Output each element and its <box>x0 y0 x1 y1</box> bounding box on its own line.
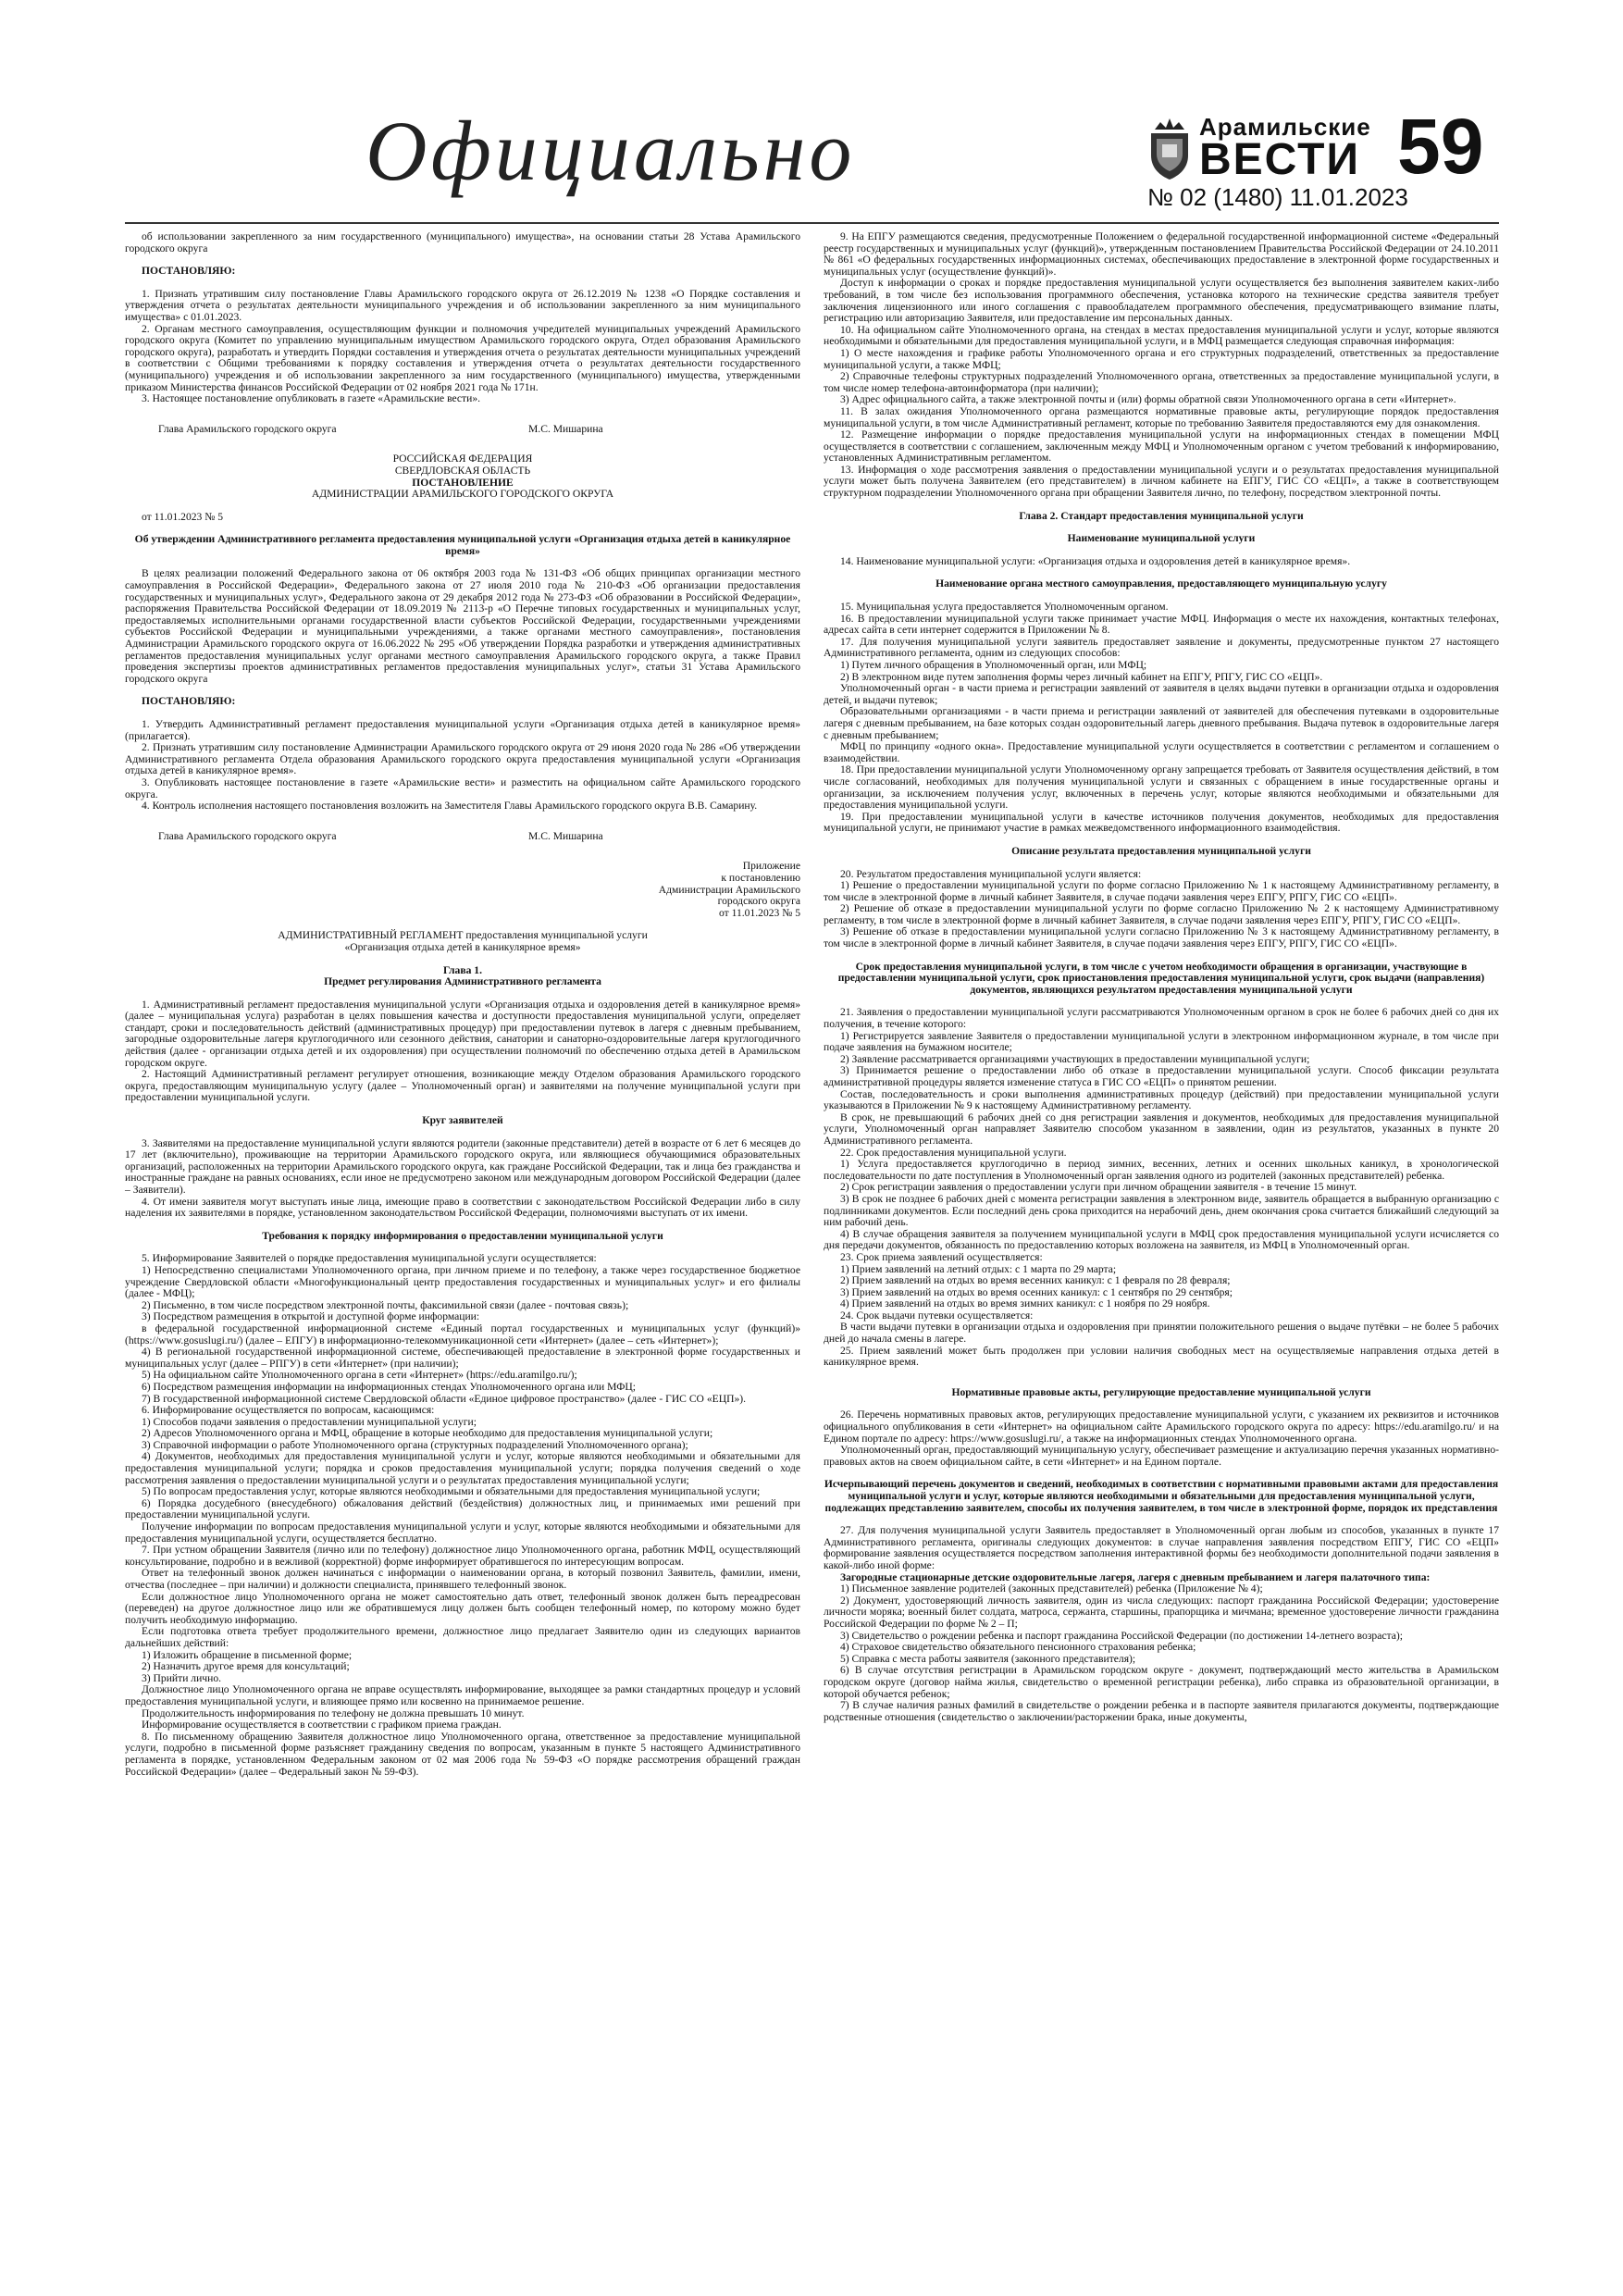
spacer <box>824 858 1499 869</box>
paragraph: Продолжительность информирования по телефону не должна превышать 10 минут. <box>142 1706 525 1719</box>
signature-name: М.С. Мишарина <box>528 829 603 842</box>
paragraph: 3) Свидетельство о рождении ребенка и паспорт гражданина Российской Федерации (по достижении 14-летнего возраста); <box>840 1629 1403 1642</box>
page-header <box>0 0 1623 222</box>
paragraph: 1) Способов подачи заявления о предоставлении муниципальной услуги; <box>142 1415 477 1428</box>
heading: Глава 1. <box>442 963 483 976</box>
paragraph: 3) В срок не позднее 6 рабочих дней с момента регистрации заявления в электронном виде, заявитель обращается в выбранную организацию с подлинниками документов. Если последний день срока приходится на нерабочий день, днем окончания срока считается ближайший следующий за ним рабочий день. <box>824 1192 1499 1229</box>
section-title: Официально <box>365 104 856 198</box>
spacer <box>824 1369 1499 1387</box>
appendix-line: Администрации Арамильского <box>658 883 800 896</box>
paragraph: 4. От имени заявителя могут выступать иные лица, имеющие право в соответствии с законодательством Российской Федерации либо в силу наделения их заявителями в порядке, установленном законодательством Российской Федерации, полномочиями выступать от их имени. <box>125 1195 800 1220</box>
paragraph: Должностное лицо Уполномоченного органа не вправе осуществлять информирование, выходящее за рамки стандартных процедур и условий предоставления муниципальной услуги, и влияющее прямо или косвенно на принимаемое решение. <box>125 1683 800 1707</box>
paragraph: Доступ к информации о сроках и порядке предоставления муниципальной услуги осуществляется без выполнения заявителем каких-либо требований, в том числе без использования программного обеспечения, установка которого на технические средства заявителя требует заключения лицензионного или иного соглашения с правообладателем программного обеспечения, предусматривающего взимание платы, регистрацию или авторизацию Заявителя, или предоставление им персональных данных. <box>824 277 1499 325</box>
paragraph: 20. Результатом предоставления муниципальной услуги является: <box>840 867 1142 880</box>
spacer <box>824 500 1499 511</box>
paragraph: 2) Срок регистрации заявления о предоставлении услуги при личном обращении заявителя - в течение 15 минут. <box>840 1181 1357 1194</box>
paragraph: 6) В случае отсутствия регистрации в Арамильском городском округе - документ, подтверждающий место жительства в Арамильском городском округе (договор найма жилья, свидетельство о временной регистрации ребенка), либо справка из образовательной организации, в которой обучается ребенок; <box>824 1664 1499 1700</box>
paragraph: 1. Административный регламент предоставления муниципальной услуги «Организация отдыха и оздоровления детей в каникулярное время» (далее – муниципальная услуга) разработан в целях повышения качества и доступности предоставления муниципальной услуги, определяет стандарт, сроки и последовательность действий (административных процедур) при предоставлении путевок в лагеря с дневным пребыванием, загородные оздоровительные лагеря круглогодичного или сезонного действия, санатории и санаторно-оздоровительные лагеря круглогодичного действия (далее - организации отдыха детей и их оздоровления) при осуществлении полномочий по обеспечению отдыха детей в Арамильском городском округе. <box>125 998 800 1069</box>
paragraph: В срок, не превышающий 6 рабочих дней со дня регистрации заявления и документов, необходимых для предоставления муниципальной услуги, Уполномоченный орган направляет Заявителю способом указанном в заявлении, один из результатов, указанных в пункте 20 Административного регламента. <box>824 1111 1499 1147</box>
paragraph: в федеральной государственной информационной системе «Единый портал государственных и муниципальных услуг (функций)» (https://www.gosuslugi.ru/) (далее – ЕПГУ) в информационно-телекоммуникационной сети «Интернет» (далее – сеть «Интернет»); <box>125 1322 800 1347</box>
paragraph: 2. Признать утратившим силу постановление Администрации Арамильского городского округа от 29 июня 2020 года № 286 «Об утверждении Административного регламента Отдела образования Арамильского городского округа предоставления муниципальной услуги «Организация отдыха детей в каникулярное время». <box>125 741 800 777</box>
heading: Загородные стационарные детские оздоровительные лагеря, лагеря с дневным пребыванием и лагеря палаточного типа: <box>840 1570 1431 1583</box>
paragraph: 18. При предоставлении муниципальной услуги Уполномоченному органу запрещается требовать от Заявителя осуществления действий, в том числе согласований, необходимых для получения муниципальной услуги и связанных с обращением в иные государственные органы и организации, за исключением получения услуг, включенных в перечень услуг, которые являются необходимыми и обязательными для предоставления муниципальной услуги. <box>824 763 1499 812</box>
paragraph: 4) В региональной государственной информационной системе, обеспечивающей предоставление в электронной форме государственных и муниципальных услуг (далее – РПГУ) в сети «Интернет» (при наличии); <box>125 1346 800 1370</box>
spacer <box>125 435 800 453</box>
spacer <box>125 1220 800 1231</box>
header-divider <box>125 222 1499 224</box>
paragraph: 3) Принимается решение о предоставлении либо об отказе в предоставлении муниципальной услуги. Способ фиксации результата административной процедуры является изменение статуса в ГИС СО «ЕЦП» о принятом решении. <box>824 1064 1499 1088</box>
paragraph: В целях реализации положений Федерального закона от 06 октября 2003 года № 131-ФЗ «Об общих принципах организации местного самоуправления в Российской Федерации», Федерального закона от 27 июля 2010 года № 210-ФЗ «Об организации предоставления государственных и муниципальных услуг», Федерального закона от 29 декабря 2012 года № 273-ФЗ «Об образовании в Российской Федерации», распоряжения Правительства Российской Федерации от 18.09.2019 № 2113-р «О Перечне типовых государственных и муниципальных услуг, предоставляемых исполнительными органами государственной власти субъектов Российской Федерации, государственными учреждениями субъектов Российской Федерации и муниципальными учреждениями, а также органами местного самоуправления», постановления Администрации Арамильского городского округа от 16.06.2022 № 295 «Об утверждении Порядка разработки и утверждения административных регламентов предоставления муниципальных услуг органами местного самоуправления Арамильского городского округа, а также Правил проведения экспертизы проектов административных регламентов предоставления муниципальных услуг», статьи 31 Устава Арамильского городского округа <box>125 567 800 685</box>
paragraph: Ответ на телефонный звонок должен начинаться с информации о наименовании органа, в который позвонил Заявитель, фамилии, имени, отчества (последнее – при наличии) и должности специалиста, принявшего телефонный звонок. <box>125 1567 800 1591</box>
paragraph: 2. Настоящий Административный регламент регулирует отношения, возникающие между Отделом образования Арамильского городского округа, предоставляющим муниципальную услугу (далее – Уполномоченный орган) и заявителями на получение муниципальной услуги при предоставлении муниципальной услуги. <box>125 1068 800 1104</box>
spacer <box>125 501 800 512</box>
centered-line: СВЕРДЛОВСКАЯ ОБЛАСТЬ <box>394 464 531 477</box>
paragraph: 4) В случае обращения заявителя за получением муниципальной услуги в МФЦ срок предоставления муниципальной услуги исчисляется со дня передачи документов, обязанность по предоставлению которых возложена на заявителя, из МФЦ в Уполномоченный орган. <box>824 1227 1499 1252</box>
paragraph: 6) Посредством размещения информации на информационных стендах Уполномоченного органа или МФЦ; <box>142 1380 636 1393</box>
newspaper-brand <box>1147 113 1371 184</box>
paragraph: 22. Срок предоставления муниципальной услуги. <box>840 1146 1067 1159</box>
signature-name: М.С. Мишарина <box>528 422 603 435</box>
paragraph: 16. В предоставлении муниципальной услуги также принимает участие МФЦ. Информация о месте их нахождения, контактных телефонах, адресах сайта в сети интернет содержится в Приложении № 8. <box>824 612 1499 637</box>
paragraph: 3) Решение об отказе в предоставлении муниципальной услуги согласно Приложению № 3 к настоящему Административному регламенту, в том числе в электронной форме в личный кабинет Заявителя, в случае подачи заявления через ЕПГУ, РПГУ, ГИС СО «ЕЦП». <box>824 925 1499 950</box>
paragraph: 17. Для получения муниципальной услуги заявитель предоставляет заявление и документы, предусмотренные пунктом 27 настоящего Административного регламента, одним из следующих способов: <box>824 635 1499 660</box>
paragraph: 1) Прием заявлений на летний отдых: с 1 марта по 29 марта; <box>840 1262 1117 1275</box>
signature-line <box>125 831 800 843</box>
paragraph: 2. Органам местного самоуправления, осуществляющим функции и полномочия учредителей муниципальных учреждений Арамильского городского округа (Комитет по управлению муниципальным имуществом Арамильского городского округа, Отдел образования Арамильского городского округа), разработать и утвердить Порядки составления и утверждения отчета о результатах деятельности муниципальных учреждений в соответствии с Общими требованиями к порядку составления и утверждения отчета о результатах деятельности государственного (муниципального) учреждения и об использовании закрепленного за ним государственного (муниципального) имущества, утвержденными приказом Министерства финансов Российской Федерации от 02 ноября 2021 года № 171н. <box>125 322 800 393</box>
paragraph: 2) Письменно, в том числе посредством электронной почты, факсимильной связи (далее - почтовая связь); <box>142 1298 629 1311</box>
paragraph: 15. Муниципальная услуга предоставляется Уполномоченным органом. <box>840 601 1169 614</box>
paragraph: Состав, последовательность и сроки выполнения административных процедур (действий) при предоставлении муниципальной услуги указываются в Приложении № 9 к настоящему Административному регламенту. <box>824 1087 1499 1112</box>
paragraph: 2) Прием заявлений на отдых во время весенних каникул: с 1 февраля по 28 февраля; <box>840 1274 1231 1287</box>
paragraph: 4. Контроль исполнения настоящего постановления возложить на Заместителя Главы Арамильского городского округа В.В. Самарину. <box>142 800 758 813</box>
heading: Наименование муниципальной услуги <box>1067 532 1256 545</box>
paragraph: 1. Утвердить Административный регламент предоставления муниципальной услуги «Организация отдыха детей в каникулярное время» (прилагается). <box>125 718 800 742</box>
right-column <box>824 231 1499 1723</box>
paragraph: Уполномоченный орган, предоставляющий муниципальную услугу, обеспечивает размещение и актуализацию перечня указанных нормативно-правовых актов на своем официальном сайте, в сети «Интернет» и на Едином портале. <box>824 1444 1499 1468</box>
signature-title: Глава Арамильского городского округа <box>158 829 337 842</box>
paragraph: 5) На официальном сайте Уполномоченного органа в сети «Интернет» (https://edu.aramilgo.ru/); <box>142 1369 577 1382</box>
spacer <box>125 988 800 999</box>
paragraph: 10. На официальном сайте Уполномоченного органа, на стендах в местах предоставления муниципальной услуги и услуг, которые являются необходимыми и обязательными для предоставления муниципальной услуги, и в МФЦ размещается следующая справочная информация: <box>824 323 1499 348</box>
paragraph: Информирование осуществляется в соответствии с графиком приема граждан. <box>142 1719 502 1731</box>
paragraph: 1) Услуга предоставляется круглогодично в период зимних, весенних, летних и осенних школьных каникул, в хронологической последовательности по дате поступления в Уполномоченный орган заявления одного из родителей (законных представителей) ребенка. <box>824 1158 1499 1182</box>
paragraph: 1) Путем личного обращения в Уполномоченный орган, или МФЦ; <box>840 659 1147 671</box>
spacer <box>125 842 800 861</box>
brand-top-text: Арамильские <box>1199 113 1371 141</box>
spacer <box>125 1127 800 1138</box>
centered-line: АДМИНИСТРАТИВНЫЙ РЕГЛАМЕНТ предоставления муниципальной услуги <box>278 929 648 942</box>
paragraph: 2) В электронном виде путем заполнения формы через личный кабинет на ЕПГУ, РПГУ, ГИС СО «ЕЦП». <box>840 670 1323 683</box>
brand-bottom-text: ВЕСТИ <box>1199 135 1360 184</box>
paragraph: 1) Регистрируется заявление Заявителя о предоставлении муниципальной услуги в электронном информационном журнале, в том числе при подаче заявления на бумажном носителе; <box>824 1029 1499 1054</box>
paragraph: 3) Прийти лично. <box>142 1671 222 1684</box>
paragraph: Если подготовка ответа требует продолжительного времени, должностное лицо предлагает Заявителю один из следующих вариантов дальнейших действий: <box>125 1625 800 1649</box>
paragraph: Образовательными организациями - в части приема и регистрации заявлений от заявителей для обеспечения путевками в оздоровительные лагеря с дневным пребыванием, на базе которых создан оздоровительный лагерь дневного пребывания. Выдача путевок в оздоровительные лагеря с дневным пребыванием; <box>824 705 1499 741</box>
paragraph: от 11.01.2023 № 5 <box>142 510 224 523</box>
paragraph: 2) Адресов Уполномоченного органа и МФЦ, обращение в которые необходимо для предоставления муниципальной услуги; <box>142 1427 713 1440</box>
paragraph: 27. Для получения муниципальной услуги Заявитель предоставляет в Уполномоченный орган любым из способов, указанных в пункте 17 Административного регламента, оригиналы следующих документов: в случае направления заявления посредством ЕПГУ, ГИС СО «ЕЦП» формирование заявления осуществляется посредством заполнения интерактивной формы без необходимости дополнительной подачи заявления в какой-либо иной форме: <box>824 1524 1499 1571</box>
heading: Круг заявителей <box>422 1114 503 1127</box>
paragraph: 13. Информация о ходе рассмотрения заявления о предоставлении муниципальной услуги и о результатах предоставления муниципальной услуги может быть получена Заявителем (его представителем) в личном кабинете на ЕПГУ, ГИС СО «ЕЦП», а также в соответствующем структурном подразделении Уполномоченного органа при обращении Заявителя лично, по телефону, посредством электронной почты. <box>824 463 1499 500</box>
heading: Описание результата предоставления муниципальной услуги <box>1011 844 1311 857</box>
paragraph: 2) Заявление рассматривается организациями участвующих в предоставлении муниципальной услуги; <box>840 1052 1310 1065</box>
heading: Наименование органа местного самоуправления, предоставляющего муниципальную услугу <box>935 577 1387 590</box>
appendix-line: к постановлению <box>721 871 800 884</box>
paragraph: 24. Срок выдачи путевки осуществляется: <box>840 1309 1034 1322</box>
paragraph: 7) В случае наличия разных фамилий в свидетельстве о рождении ребенка и в паспорте заявителя прилагаются документы, подтверждающие родственные отношения (свидетельство о заключении/расторжении брака, иные документы, <box>824 1699 1499 1723</box>
spacer <box>125 813 800 831</box>
spacer <box>824 950 1499 962</box>
paragraph: 7) В государственной информационной системе Свердловской области «Единое цифровое пространство» (далее - ГИС СО «ЕЦП»). <box>142 1392 747 1405</box>
paragraph: 3) Посредством размещения в открытой и доступной форме информации: <box>142 1310 480 1323</box>
appendix-line: городского округа <box>717 895 800 908</box>
paragraph: Уполномоченный орган - в части приема и регистрации заявлений от заявителя в целях выдачи путевки в организации отдыха и оздоровления детей, и выдачи путевок; <box>824 682 1499 706</box>
heading: Глава 2. Стандарт предоставления муниципальной услуги <box>1019 509 1304 522</box>
centered-line: «Организация отдыха детей в каникулярное время» <box>344 940 581 953</box>
paragraph: 9. На ЕПГУ размещаются сведения, предусмотренные Положением о федеральной государственной информационной системе «Федеральный реестр государственных и муниципальных услуг (функций)», утвержденным постановлением Правительства Российской Федерации от 24.10.2011 № 861 «О федеральных государственных информационных системах, обеспечивающих предоставление в электронной форме государственных и муниципальных услуг (осуществление функций)». <box>824 230 1499 278</box>
appendix-line: от 11.01.2023 № 5 <box>718 906 800 919</box>
page-number: 59 <box>1397 103 1484 190</box>
heading: Об утверждении Административного регламента предоставления муниципальной услуги «Организация отдыха детей в каникулярное время» <box>134 533 791 557</box>
paragraph: 1) О месте нахождения и графике работы Уполномоченного органа и его структурных подразделений, ответственных за предоставление муниципальной услуги, а также МФЦ; <box>824 346 1499 371</box>
left-column <box>125 231 800 1778</box>
paragraph: 4) Документов, необходимых для предоставления муниципальной услуги и услуг, которые являются необходимыми и обязательными для предоставления муниципальной услуги; порядка и сроков предоставления муниципальной услуги; порядка получения сведений о ходе рассмотрения заявления о предоставлении муниципальной услуги и о результатах предоставления муниципальной услуги; <box>125 1450 800 1486</box>
paragraph: 5. Информирование Заявителей о порядке предоставления муниципальной услуги осуществляется: <box>142 1252 597 1265</box>
paragraph: 3. Опубликовать настоящее постановление в газете «Арамильские вести» и разместить на официальном сайте Арамильского городского округа. <box>125 776 800 800</box>
heading: ПОСТАНОВЛЯЮ: <box>142 265 236 278</box>
heading: Предмет регулирования Административного регламента <box>324 975 601 988</box>
heading: Исчерпывающий перечень документов и сведений, необходимых в соответствии с нормативными правовыми актами для предоставления муниципальной услуги и услуг, которые являются необходимыми и обязательными для предоставления муниципальной услуги, подлежащих представлению заявителем, способы их получения заявителем, в том числе в электронной форме, порядок их представления <box>824 1478 1499 1514</box>
heading: ПОСТАНОВЛЯЮ: <box>142 695 236 708</box>
paragraph: 4) Страховое свидетельство обязательного пенсионного страхования ребенка; <box>840 1641 1196 1654</box>
appendix-line: Приложение <box>742 860 800 873</box>
paragraph: 4) Прием заявлений на отдых во время зимних каникул: с 1 ноября по 29 ноября. <box>840 1297 1210 1310</box>
heading: Нормативные правовые акты, регулирующие предоставление муниципальной услуги <box>951 1385 1371 1398</box>
spacer <box>125 405 800 424</box>
paragraph: 21. Заявления о предоставлении муниципальной услуги рассматриваются Уполномоченным органом в срок не более 6 рабочих дней со дня их получения, в течение которого: <box>824 1006 1499 1031</box>
paragraph: 26. Перечень нормативных правовых актов, регулирующих предоставление муниципальной услуги, с указанием их реквизитов и источников официального опубликования в сети «Интернет» на официальном сайте Арамильского городского округа по адресу: https://edu.aramilgo.ru/ и на Едином портале по адресу: https://www.gosuslugi.ru/, а также на информационных стендах Уполномоченного органа. <box>824 1409 1499 1445</box>
paragraph: 2) Справочные телефоны структурных подразделений Уполномоченного органа, ответственных за предоставление муниципальной услуги, в том числе номер телефона-автоинформатора (при наличии); <box>824 370 1499 394</box>
paragraph: 25. Прием заявлений может быть продолжен при условии наличия свободных мест на осуществляемые направления отдыха детей в каникулярное время. <box>824 1344 1499 1369</box>
paragraph: 19. При предоставлении муниципальной услуги в качестве источников получения документов, необходимых для предоставления муниципальной услуги, не принимают участие в рамках межведомственного информационного взаимодействия. <box>824 810 1499 835</box>
spacer <box>125 278 800 289</box>
paragraph: 7. При устном обращении Заявителя (лично или по телефону) должностное лицо Уполномоченного органа, работник МФЦ, осуществляющий консультирование, подробно и в вежливой (корректной) форме информирует обратившегося по интересующим вопросам. <box>125 1544 800 1568</box>
paragraph: об использовании закрепленного за ним государственного (муниципального) имущества», на основании статьи 28 Устава Арамильского городского округа <box>125 230 800 254</box>
paragraph: 11. В залах ожидания Уполномоченного органа размещаются нормативные правовые акты, регулирующие порядок предоставления муниципальной услуги, в том числе Административный регламент, которые по требованию Заявителя предоставляются ему для ознакомления. <box>824 404 1499 429</box>
paragraph: В части выдачи путевки в организации отдыха и оздоровления при принятии положительного решения о выдаче путёвки – не более 5 рабочих дней до начала смены в лагере. <box>824 1321 1499 1346</box>
paragraph: 5) По вопросам предоставления услуг, которые являются необходимыми и обязательными для предоставления муниципальной услуги; <box>142 1485 761 1498</box>
paragraph: 1) Непосредственно специалистами Уполномоченного органа, при личном приеме и по телефону, а также через государственное бюджетное учреждение Свердловской области «Многофункциональный центр предоставления государственных и муниципальных услуг» и его филиалы (далее - МФЦ); <box>125 1263 800 1300</box>
paragraph: 2) Решение об отказе в предоставлении муниципальной услуги по форме согласно Приложению № 2 к настоящему Административному регламенту, в том числе в электронной форме в личный кабинет Заявителя, в случае подачи заявления через ЕПГУ, РПГУ, ГИС СО «ЕЦП». <box>824 902 1499 926</box>
paragraph: 5) Справка с места работы заявителя (законного представителя); <box>840 1652 1136 1665</box>
heading: Срок предоставления муниципальной услуги, в том числе с учетом необходимости обращения в организации, участвующие в предоставлении муниципальной услуги, срок приостановления предоставления муниципальной услуги, срок выдачи (направления) документов, являющихся результатом предоставления муниципальной услуги <box>837 960 1485 996</box>
paragraph: 3. Настоящее постановление опубликовать в газете «Арамильские вести». <box>142 392 481 405</box>
spacer <box>125 954 800 965</box>
paragraph: Если должностное лицо Уполномоченного органа не может самостоятельно дать ответ, телефонный звонок должен быть переадресован (переведен) на другое должностное лицо или же обратившемуся лицу должен быть сообщен телефонный номер, по которому можно будет получить необходимую информацию. <box>125 1590 800 1626</box>
heading: ПОСТАНОВЛЕНИЕ <box>412 476 514 489</box>
paragraph: МФЦ по принципу «одного окна». Предоставление муниципальной услуги осуществляется в соответствии с регламентом и соглашением о взаимодействии. <box>824 740 1499 764</box>
paragraph: 8. По письменному обращению Заявителя должностное лицо Уполномоченного органа, ответственное за предоставление муниципальной услуги, подробно в письменной форме разъясняет гражданину сведения по вопросам, указанным в пункте 5 настоящего Административного регламента в порядке, установленном Федеральным законом от 02 мая 2006 года № 59-ФЗ «О порядке рассмотрения обращений граждан Российской Федерации» (далее – Федеральный закон № 59-ФЗ). <box>125 1730 800 1778</box>
centered-line: РОССИЙСКАЯ ФЕДЕРАЦИЯ <box>392 453 533 465</box>
paragraph: 6. Информирование осуществляется по вопросам, касающимся: <box>142 1404 435 1417</box>
paragraph: 3) Адрес официального сайта, а также электронной почты и (или) формы обратной связи Уполномоченного органа в сети «Интернет». <box>840 393 1456 406</box>
paragraph: 3) Справочной информации о работе Уполномоченного органа (структурных подразделений Уполномоченного органа); <box>142 1438 688 1451</box>
paragraph: 14. Наименование муниципальной услуги: «Организация отдыха и оздоровления детей в каникулярное время». <box>840 554 1351 567</box>
paragraph: Получение информации по вопросам предоставления муниципальной услуги и услуг, которые являются необходимыми и обязательными для предоставления муниципальной услуги, осуществляется бесплатно. <box>125 1520 800 1545</box>
heading: Требования к порядку информирования о предоставлении муниципальной услуги <box>262 1229 663 1242</box>
signature-title: Глава Арамильского городского округа <box>158 422 337 435</box>
paragraph: 6) Порядка досудебного (внесудебного) обжалования действий (бездействия) должностных лиц, и принимаемых ими решений при предоставлении муниципальной услуги. <box>125 1496 800 1521</box>
paragraph: 23. Срок приема заявлений осуществляется: <box>840 1250 1043 1263</box>
paragraph: 1) Письменное заявление родителей (законных представителей) ребенка (Приложение № 4); <box>840 1582 1263 1595</box>
paragraph: 1) Изложить обращение в письменной форме; <box>142 1648 353 1661</box>
paragraph: 3. Заявителями на предоставление муниципальной услуги являются родители (законные представители) детей в возрасте от 6 лет 6 месяцев до 17 лет (включительно), проживающие на территории Арамильского городского округа, или являющиеся обучающимися образовательных организаций, расположенных на территории Арамильского городского округа, как граждане Российской Федерации, так и лица без гражданства и иностранные граждане на равных основаниях, если иное не предусмотрено законом или международным договором Российской Федерации (далее – Заявители). <box>125 1136 800 1196</box>
signature-line <box>125 424 800 436</box>
issue-info: № 02 (1480) 11.01.2023 <box>1147 183 1408 211</box>
paragraph: 3) Прием заявлений на отдых во время осенних каникул: с 1 сентября по 29 сентября; <box>840 1285 1233 1298</box>
coat-of-arms-icon <box>1147 117 1192 180</box>
paragraph: 2) Назначить другое время для консультаций; <box>142 1660 350 1673</box>
paragraph: 1. Признать утратившим силу постановление Главы Арамильского городского округа от 26.12.2019 № 1238 «О Порядке составления и утверждения отчета о результатах деятельности муниципального учреждения и об использовании закрепленного за ним муниципального имущества» с 01.01.2023. <box>125 287 800 323</box>
paragraph: 1) Решение о предоставлении муниципальной услуги по форме согласно Приложению № 1 к настоящему Административному регламенту, в том числе в электронной форме в личный кабинет Заявителя, в случае подачи заявления через ЕПГУ, РПГУ, ГИС СО «ЕЦП». <box>824 879 1499 903</box>
paragraph: 2) Документ, удостоверяющий личность заявителя, один из числа следующих: паспорт гражданина Российской Федерации; удостоверение личности моряка; военный билет солдата, матроса, сержанта, старшины, прапорщика и мичмана; временное удостоверение личности гражданина Российской Федерации по форме № 2 – П; <box>824 1594 1499 1630</box>
paragraph: 12. Размещение информации о порядке предоставления муниципальной услуги на информационных стендах в помещении МФЦ осуществляется в соответствии с соглашением, заключенным между МФЦ и Уполномоченным органом с учетом требований к информированию, установленных Административным регламентом. <box>824 428 1499 465</box>
centered-line: АДМИНИСТРАЦИИ АРАМИЛЬСКОГО ГОРОДСКОГО ОКРУГА <box>311 488 614 501</box>
